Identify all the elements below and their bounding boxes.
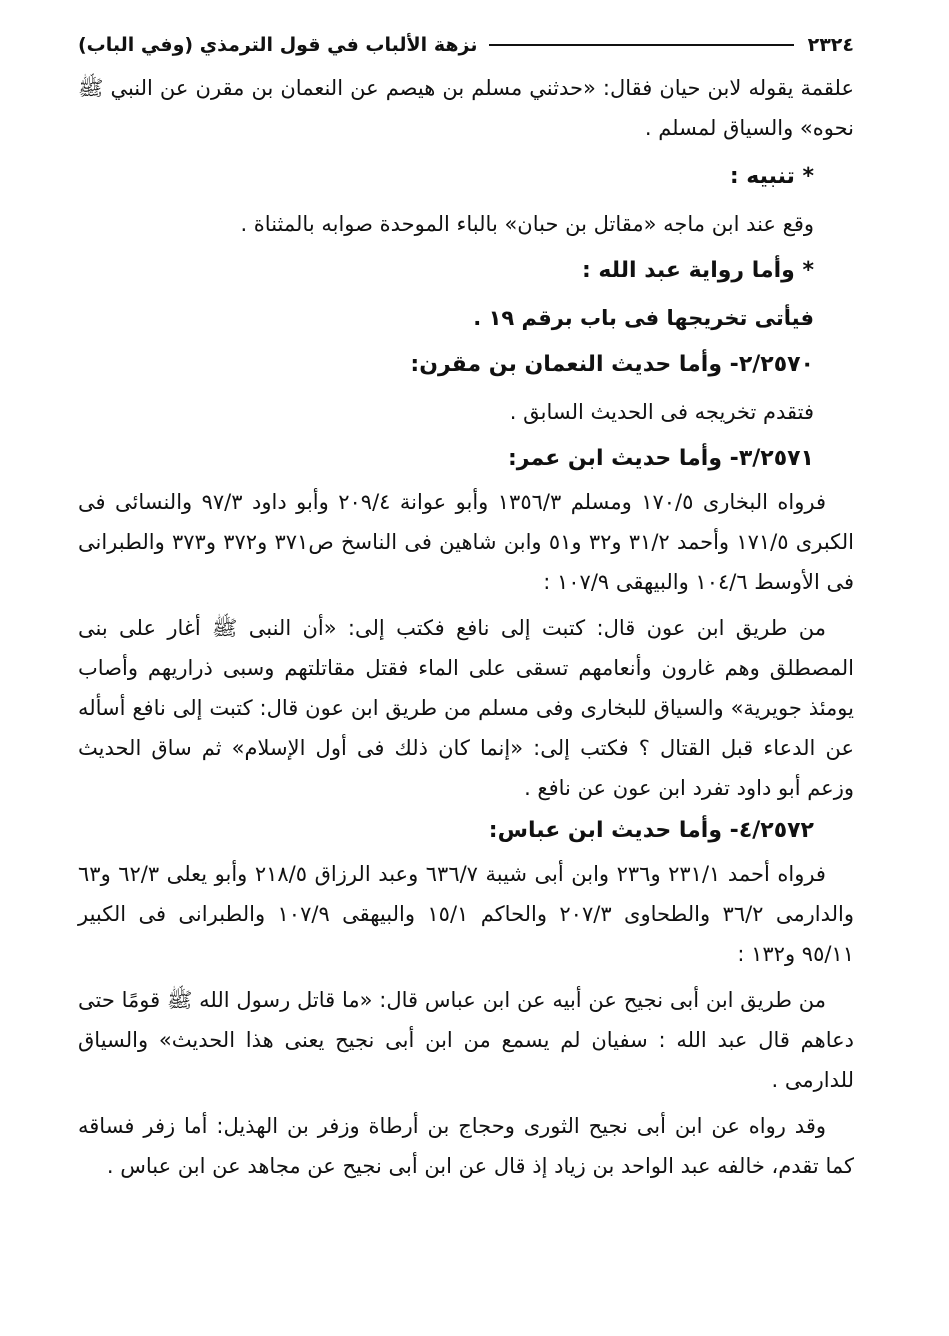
page-number: ٢٣٢٤ <box>807 34 854 56</box>
running-title: نزهة الألباب في قول الترمذي (وفي الباب) <box>78 34 478 56</box>
section-heading-2570: ٢/٢٥٧٠- وأما حديث النعمان بن مقرن: <box>410 352 814 377</box>
section-heading-abdullah: * وأما رواية عبد الله : <box>581 258 814 283</box>
paragraph-2572-sources: فرواه أحمد ٢٣١/١ و٢٣٦ وابن أبى شيبة ٦٣٦/٧ وعبد الرزاق ٢١٨/٥ وأبو يعلى ٦٢/٣ و٦٣ والدارمى ٣٦/٢ والطحاوى ٢٠٧/٣ والحاكم ١٥/١ والبيهقى ١٠٧/٩ والطبرانى فى الكبير ٩٥/١١ و١٣٢ : <box>78 862 854 966</box>
paragraph-2572-note: وقد رواه عن ابن أبى نجيح الثورى وحجاج بن أرطاة وزفر بن الهذيل: أما زفر فساقه كما تقدم، خالفه عبد الواحد بن زياد إذ قال عن ابن أبى نجيح عن مجاهد عن ابن عباس . <box>78 1114 854 1178</box>
section-heading-2572: ٤/٢٥٧٢- وأما حديث ابن عباس: <box>488 818 814 843</box>
continuation-paragraph: علقمة يقوله لابن حيان فقال: «حدثني مسلم بن هيصم عن النعمان بن مقرن عن النبي ﷺ نحوه» والسياق لمسلم . <box>78 76 854 140</box>
page-body <box>78 68 854 1186</box>
paragraph-2572-text: من طريق ابن أبى نجيح عن أبيه عن ابن عباس قال: «ما قاتل رسول الله ﷺ قومًا حتى دعاهم قال عبد الله : سفيان لم يسمع من ابن أبى نجيح يعنى هذا الحديث» والسياق للدارمى . <box>78 988 854 1092</box>
paragraph-2571-sources: فرواه البخارى ١٧٠/٥ ومسلم ١٣٥٦/٣ وأبو عوانة ٢٠٩/٤ وأبو داود ٩٧/٣ والنسائى فى الكبرى ١٧١/٥ وأحمد ٣١/٢ و٣٢ و٥١ وابن شاهين فى الناسخ ص٣٧١ و٣٧٢ و٣٧٣ والطبرانى فى الأوسط ١٠٤/٦ والبيهقى ١٠٧/٩ : <box>78 490 854 594</box>
section-heading-2571: ٣/٢٥٧١- وأما حديث ابن عمر: <box>507 446 814 471</box>
header-rule <box>489 44 793 46</box>
section-heading-tanbih: * تنبيه : <box>729 164 814 189</box>
paragraph-tanbih: وقع عند ابن ماجه «مقاتل بن حبان» بالباء الموحدة صوابه بالمثناة . <box>240 212 814 236</box>
paragraph-2570: فتقدم تخريجه فى الحديث السابق . <box>509 400 814 424</box>
paragraph-2571-text: من طريق ابن عون قال: كتبت إلى نافع فكتب إلى: «أن النبى ﷺ أغار على بنى المصطلق وهم غارون وأنعامهم تسقى على الماء فقتل مقاتلتهم وسبى ذراريهم وأصاب يومئذ جويرية» والسياق للبخارى وفى مسلم من طريق ابن عون قال: كتبت إلى نافع أسأله عن الدعاء قبل القتال ؟ فكتب إلى: «إنما كان ذلك فى أول الإسلام» ثم ساق الحديث وزعم أبو داود تفرد ابن عون عن نافع . <box>78 616 854 800</box>
page-header <box>78 30 854 60</box>
paragraph-abdullah: فيأتى تخريجها فى باب برقم ١٩ . <box>473 306 814 330</box>
